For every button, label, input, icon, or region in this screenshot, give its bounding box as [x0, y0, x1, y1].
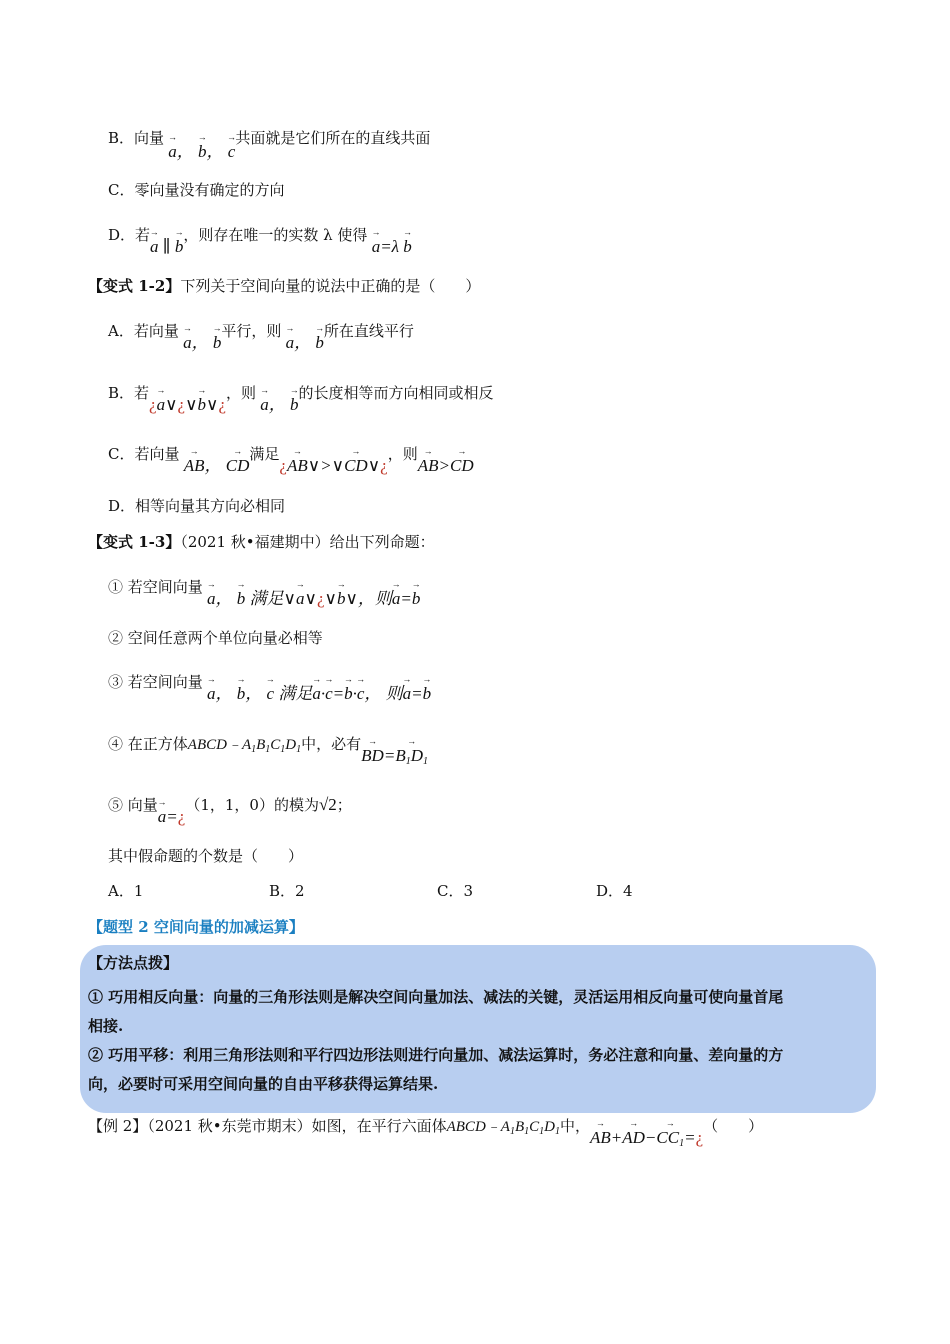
variant-1-2-tag: 【变式 1-2】: [88, 277, 181, 295]
section-title: 【题型 2 空间向量的加减运算】: [88, 918, 304, 936]
variant-1-2-question: 下列关于空间向量的说法中正确的是（ ）: [180, 277, 481, 295]
variant-1-2-heading: [88, 275, 480, 296]
answer-option-c: C．3: [437, 882, 474, 900]
method-title: 【方法点拨】: [88, 954, 179, 972]
answer-option-b: B．2: [269, 882, 305, 900]
method-line-2: 相接.: [88, 1017, 124, 1035]
proposition-5: ⑤ 向量→ a=¿（1，1，0）的模为√2；: [108, 789, 352, 815]
example-2-tag: 【例 2】: [88, 1117, 148, 1135]
proposition-4: ④ 在正方体$ABCD﹣A_1B_1C_1D_1$中，必有→ $BD=\to B_1D_1$: [108, 728, 428, 755]
proposition-1: ① 若空间向量 → a， → b 满足∨→ a∨¿∨→ b∨，则→ a=→ b: [108, 571, 420, 597]
variant-1-3-tag: 【变式 1-3】: [88, 533, 181, 551]
proposition-2: ② 空间任意两个单位向量必相等: [108, 629, 323, 647]
method-line-1: ① 巧用相反向量：向量的三角形法则是解决空间向量加法、减法的关键，灵活运用相反向量可使向量首尾: [88, 988, 784, 1006]
v12-option-b: B．若¿→ a∨¿∨→ b∨¿，则 → a， → b的长度相等而方向相同或相反: [108, 377, 494, 403]
v12-option-a: A．若向量 → a， → b平行，则 → a， → b所在直线平行: [108, 315, 414, 341]
option-b-label: B．向量: [108, 129, 165, 147]
v12-option-c: C．若向量 → AB， → CD满足¿→ AB∨>∨→ CD∨¿，则→ AB>→ CD: [108, 438, 474, 464]
option-b-line: B．向量 → a， → b， → c共面就是它们所在的直线共面: [108, 122, 430, 148]
variant-1-3-question: （2021 秋•福建期中）给出下列命题：: [180, 533, 435, 551]
example-2: 【例 2】（2021 秋•东莞市期末）如图，在平行六面体$ABCD﹣A_1B_1C_1D_1$中，→ $AB+\to AD-\to CC_1=¿$（ ）: [88, 1110, 763, 1137]
proposition-3: ③ 若空间向量 → a， → b， → c 满足→ a·→ c=→ b·→ c， 则→ a=→ b: [108, 666, 431, 692]
method-line-4: 向，必要时可采用空间向量的自由平移获得运算结果.: [88, 1075, 439, 1093]
option-b-text: 共面就是它们所在的直线共面: [235, 129, 431, 147]
answer-option-a: A．1: [108, 882, 144, 900]
option-c-line: C．零向量没有确定的方向: [108, 181, 285, 199]
variant-1-3-heading: [88, 531, 435, 552]
v12-option-d: D．相等向量其方向必相同: [108, 497, 286, 515]
option-d-line: D．若→ a ∥ → b，则存在唯一的实数 λ 使得 → a=λ → b: [108, 219, 412, 245]
answer-option-d: D．4: [596, 882, 633, 900]
method-line-3: ② 巧用平移：利用三角形法则和平行四边形法则进行向量加、减法运算时，务必注意和向量、差向量的方: [88, 1046, 784, 1064]
false-count-question: 其中假命题的个数是（ ）: [108, 847, 304, 865]
